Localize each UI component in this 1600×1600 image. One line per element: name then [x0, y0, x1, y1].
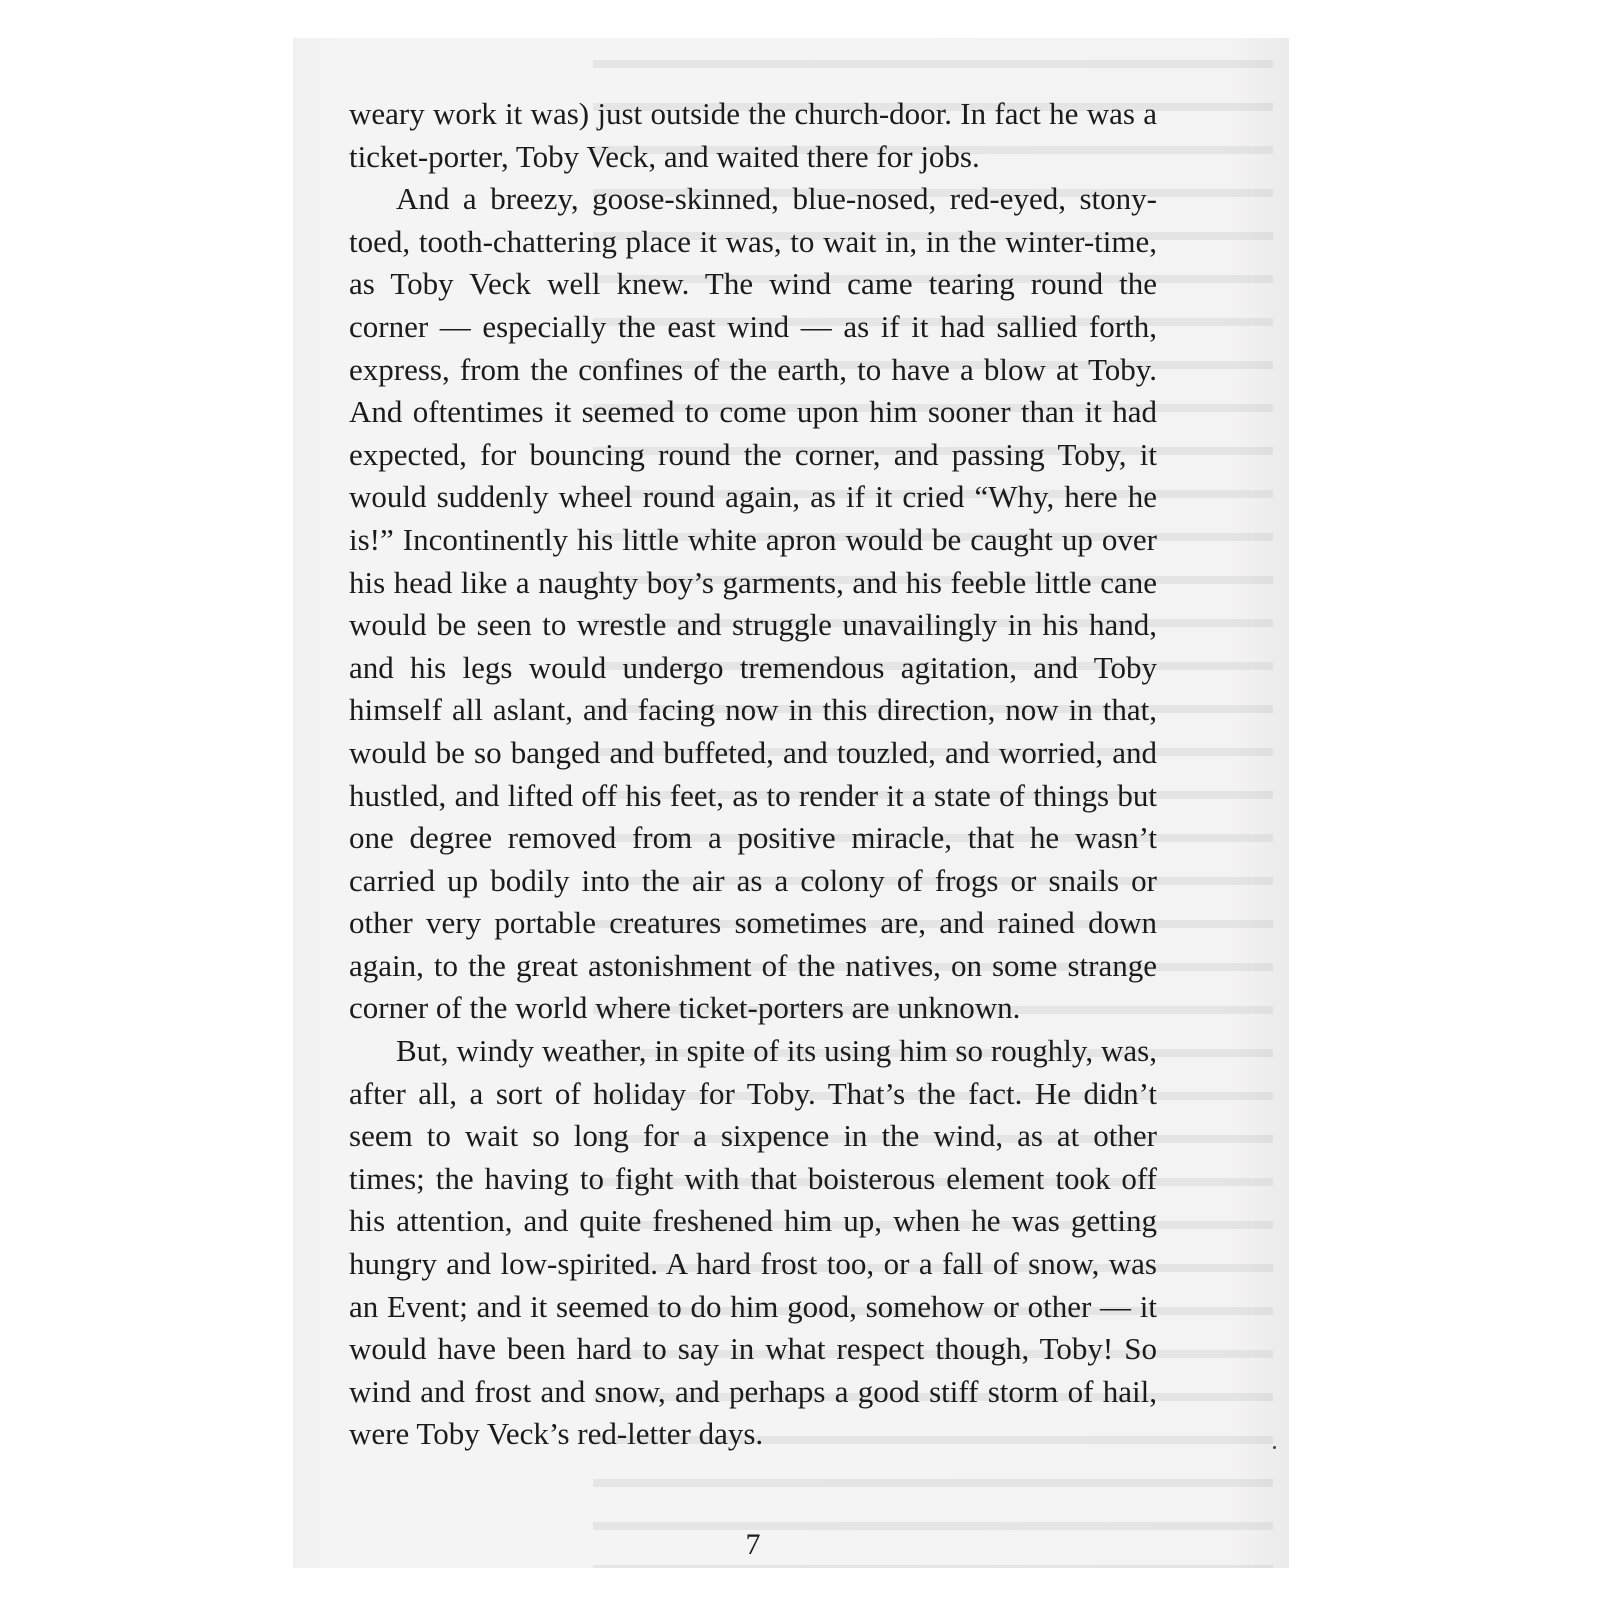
- page-number: 7: [745, 1528, 761, 1561]
- book-page: [293, 38, 1289, 1568]
- paragraph-2: And a breezy, goose-skinned, blue-nosed, red-eyed, stony-toed, tooth-chattering place it was, to wait in, in the winter-time, as Toby Veck well knew. The wind came tearing round the corner — especially the east wind — as if it had sallied forth, express, from the confines of the earth, to have a blow at Toby. And oftentimes it seemed to come upon him sooner than it had expected, for bouncing round the corner, and passing Toby, it would suddenly wheel round again, as if it cried “Why, here he is!” Incontinently his little white apron would be caught up over his head like a naughty boy’s garments, and his feeble little cane would be seen to wrestle and struggle unavailingly in his hand, and his legs would undergo tremendous agitation, and Toby himself all aslant, and facing now in this direction, now in that, would be so banged and buffeted, and touzled, and worried, and hustled, and lifted off his feet, as to render it a state of things but one degree removed from a positive miracle, that he wasn’t carried up bodily into the air as a colony of frogs or snails or other very portable creatures sometimes are, and rained down again, to the great astonishment of the natives, on some strange corner of the world where ticket-porters are unknown.: [349, 181, 1157, 1026]
- body-text: [349, 93, 1157, 1456]
- paragraph-1: weary work it was) just outside the church-door. In fact he was a ticket-porter, Toby Veck, and waited there for jobs.: [349, 96, 1157, 174]
- paragraph-3: But, windy weather, in spite of its using him so roughly, was, after all, a sort of holiday for Toby. That’s the fact. He didn’t seem to wait so long for a sixpence in the wind, as at other times; the having to fight with that boisterous element took off his attention, and quite freshened him up, when he was getting hungry and low-spirited. A hard frost too, or a fall of snow, was an Event; and it seemed to do him good, somehow or other — it would have been hard to say in what respect though, Toby! So wind and frost and snow, and perhaps a good stiff storm of hail, were Toby Veck’s red-letter days.: [349, 1033, 1157, 1452]
- paper-speck: [1273, 1446, 1276, 1449]
